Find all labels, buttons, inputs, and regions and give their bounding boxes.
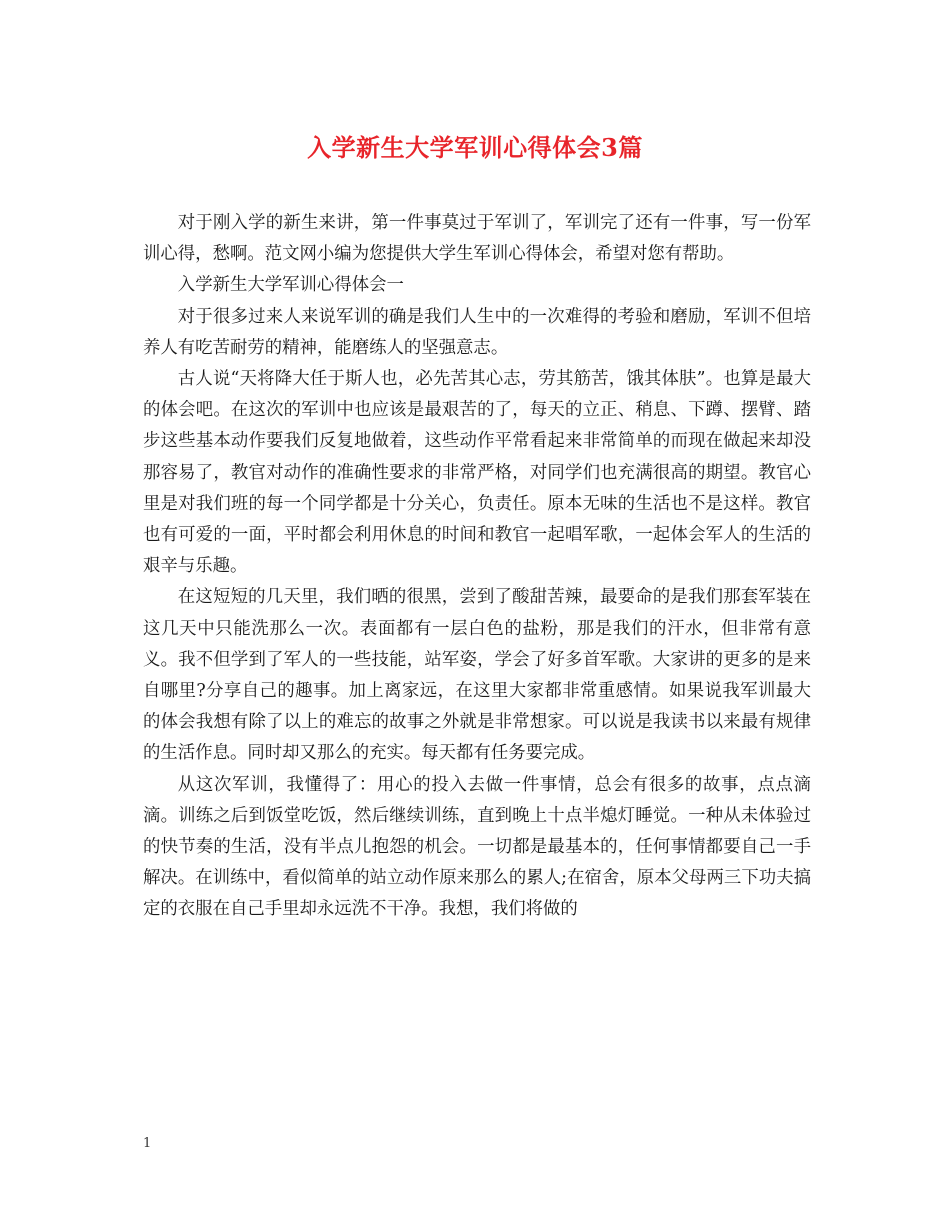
document-body [143, 208, 811, 926]
document-title: 入学新生大学军训心得体会3篇 [307, 133, 643, 162]
page-number: 1 [143, 1136, 152, 1151]
body-paragraph: 从这次军训，我懂得了：用心的投入去做一件事情，总会有很多的故事，点点滴滴。训练之后到饭堂吃饭，然后继续训练，直到晚上十点半熄灯睡觉。一种从未体验过的快节奏的生活，没有半点儿抱怨的机会。一切都是最基本的，任何事情都要自己一手解决。在训练中，看似简单的站立动作原来那么的累人;在宿舍，原本父母两三下功夫搞定的衣服在自己手里却永远洗不干净。我想，我们将做的 [143, 774, 811, 920]
body-paragraph: 古人说“天将降大任于斯人也，必先苦其心志，劳其筋苦，饿其体肤”。也算是最大的体会吧。在这次的军训中也应该是最艰苦的了，每天的立正、稍息、下蹲、摆臂、踏步这些基本动作要我们反复地做着，这些动作平常看起来非常简单的而现在做起来却没那容易了，教官对动作的准确性要求的非常严格，对同学们也充满很高的期望。教官心里是对我们班的每一个同学都是十分关心，负责任。原本无味的生活也不是这样。教官也有可爱的一面，平时都会利用休息的时间和教官一起唱军歌，一起体会军人的生活的艰辛与乐趣。 [143, 369, 811, 577]
body-paragraph: 在这短短的几天里，我们晒的很黑，尝到了酸甜苦辣，最要命的是我们那套军装在这几天中只能洗那么一次。表面都有一层白色的盐粉，那是我们的汗水，但非常有意义。我不但学到了军人的一些技能，站军姿，学会了好多首军歌。大家讲的更多的是来自哪里?分享自己的趣事。加上离家远，在这里大家都非常重感情。如果说我军训最大的体会我想有除了以上的难忘的故事之外就是非常想家。可以说是我读书以来最有规律的生活作息。同时却又那么的充实。每天都有任务要完成。 [143, 587, 811, 764]
body-paragraph: 对于很多过来人来说军训的确是我们人生中的一次难得的考验和磨励，军训不但培养人有吃苦耐劳的精神，能磨练人的坚强意志。 [143, 306, 811, 358]
section-heading: 入学新生大学军训心得体会一 [177, 275, 404, 296]
intro-paragraph: 对于刚入学的新生来讲，第一件事莫过于军训了，军训完了还有一件事，写一份军训心得，愁啊。范文网小编为您提供大学生军训心得体会，希望对您有帮助。 [143, 213, 811, 265]
